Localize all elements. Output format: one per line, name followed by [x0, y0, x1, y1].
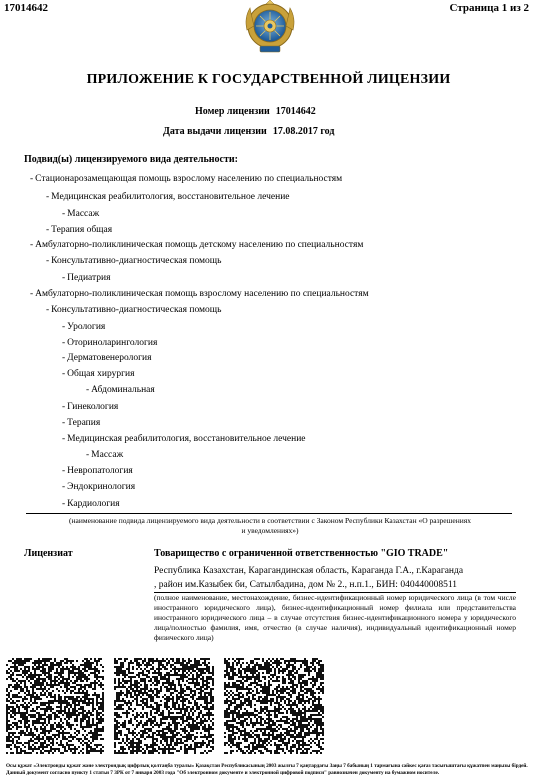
license-date-row — [163, 126, 334, 137]
activity-item: - Эндокринология — [62, 482, 136, 492]
activity-item: - Дерматовенерология — [62, 353, 152, 363]
activities-note-line2: и уведомлениях») — [241, 526, 299, 535]
activity-item-text: Невропатология — [67, 466, 133, 476]
license-number-label: Номер лицензии — [195, 106, 270, 117]
activities-heading: Подвид(ы) лицензируемого вида деятельности: — [24, 154, 238, 165]
activity-item-text: Стационарозамещающая помощь взрослому населению по специальностям — [35, 174, 343, 184]
activity-item: - Кардиология — [62, 499, 120, 509]
activity-item-text: Общая хирургия — [67, 369, 135, 379]
activities-note — [20, 516, 520, 536]
activity-item-text: Медицинская реабилитология, восстановительное лечение — [51, 192, 290, 202]
activity-item-text: Медицинская реабилитология, восстановительное лечение — [67, 434, 306, 444]
activity-item-text: Амбулаторно-поликлиническая помощь детскому населению по специальностям — [35, 240, 364, 250]
activity-item-text: Дерматовенерология — [67, 353, 152, 363]
qr-code-icon — [114, 658, 214, 759]
licensee-address-line2: , район им.Казыбек би, Сатылбадина, дом № 2., н.п.1., БИН: 040440008511 — [154, 580, 457, 590]
activity-item-text: Гинекология — [67, 402, 119, 412]
activity-item-text: Массаж — [91, 450, 124, 460]
activity-item: - Консультативно-диагностическая помощь — [46, 256, 222, 266]
activity-item-text: Педиатрия — [67, 273, 111, 283]
activity-item-text: Терапия общая — [51, 225, 113, 235]
activity-item: - Амбулаторно-поликлиническая помощь детскому населению по специальностям — [30, 240, 364, 250]
document-title: ПРИЛОЖЕНИЕ К ГОСУДАРСТВЕННОЙ ЛИЦЕНЗИИ — [86, 72, 451, 87]
activity-item: - Массаж — [86, 450, 124, 460]
qr-code-icon — [224, 658, 324, 759]
activity-item: - Оториноларингология — [62, 338, 158, 348]
qr-code-icon — [6, 658, 104, 759]
licensee-label: Лицензиат — [24, 548, 73, 559]
activity-item: - Медицинская реабилитология, восстановительное лечение — [62, 434, 306, 444]
activity-item: - Медицинская реабилитология, восстановительное лечение — [46, 192, 290, 202]
activity-item-text: Консультативно-диагностическая помощь — [51, 305, 222, 315]
activity-item-text: Терапия — [67, 418, 101, 428]
license-number-value: 17014642 — [275, 106, 316, 117]
activity-item: - Невропатология — [62, 466, 133, 476]
license-number-top: 17014642 — [4, 2, 48, 14]
kazakhstan-state-emblem-icon — [242, 0, 298, 54]
licensee-address — [154, 564, 524, 592]
activity-item-text: Абдоминальная — [91, 385, 155, 395]
activity-item: - Урология — [62, 322, 106, 332]
activity-item: - Гинекология — [62, 402, 119, 412]
activity-item-text: Эндокринология — [67, 482, 136, 492]
license-number-row — [195, 106, 316, 117]
licensee-name: Товарищество с ограниченной ответственностью "GIO TRADE" — [154, 548, 449, 559]
activity-item: - Общая хирургия — [62, 369, 135, 379]
activity-item: - Педиатрия — [62, 273, 111, 283]
activity-item-text: Оториноларингология — [67, 338, 158, 348]
page-indicator: Страница 1 из 2 — [449, 2, 529, 14]
activity-item: - Терапия — [62, 418, 101, 428]
footer-legal-note: Осы құжат «Электронды құжат және электрондық цифрлық қолтаңба туралы» Қазақстан Республикасының 2003 жылғы 7 қаңтардағы Заңы 7 бабының 1 тармағына сәйкес қағаз тасығыштағы құжатпен маңызы бірдей. Данный документ согласно пункту 1 статьи 7 ЗРК от 7 января 2003 года "Об электронном документе и электронной цифровой подписи" равнозначен документу на бумажном носителе. — [6, 763, 528, 776]
license-date-label: Дата выдачи лицензии — [163, 126, 267, 137]
activity-item-text: Массаж — [67, 209, 100, 219]
activity-item-text: Урология — [67, 322, 106, 332]
activities-divider — [26, 513, 512, 514]
licensee-note: (полное наименование, местонахождение, бизнес-идентификационный номер юридического лица (в том числе иностранного юридического лица), бизнес-идентификационный номер филиала или представительства иностранного юридического лица – в случае отсутствия бизнес-идентификационного номера у юридического лица/полностью фамилия, имя, отчество (в случае наличия), индивидуальный идентификационный номер физического лица) — [154, 593, 516, 642]
activity-item: - Терапия общая — [46, 225, 113, 235]
activity-item-text: Кардиология — [67, 499, 120, 509]
license-date-value: 17.08.2017 год — [272, 126, 335, 137]
activity-item-text: Амбулаторно-поликлиническая помощь взрослому населению по специальностям — [35, 289, 369, 299]
activity-item: - Консультативно-диагностическая помощь — [46, 305, 222, 315]
activity-item: - Массаж — [62, 209, 100, 219]
activity-item: - Амбулаторно-поликлиническая помощь взрослому населению по специальностям — [30, 289, 369, 299]
activity-item-text: Консультативно-диагностическая помощь — [51, 256, 222, 266]
licensee-address-line1: Республика Казахстан, Карагандинская область, Караганда Г.А., г.Караганда — [154, 566, 464, 576]
activity-item: - Абдоминальная — [86, 385, 155, 395]
activity-item: - Стационарозамещающая помощь взрослому населению по специальностям — [30, 174, 343, 184]
activities-note-line1: (наименование подвида лицензируемого вида деятельности в соответствии с Законом Республики Казахстан «О разрешениях — [69, 516, 471, 525]
